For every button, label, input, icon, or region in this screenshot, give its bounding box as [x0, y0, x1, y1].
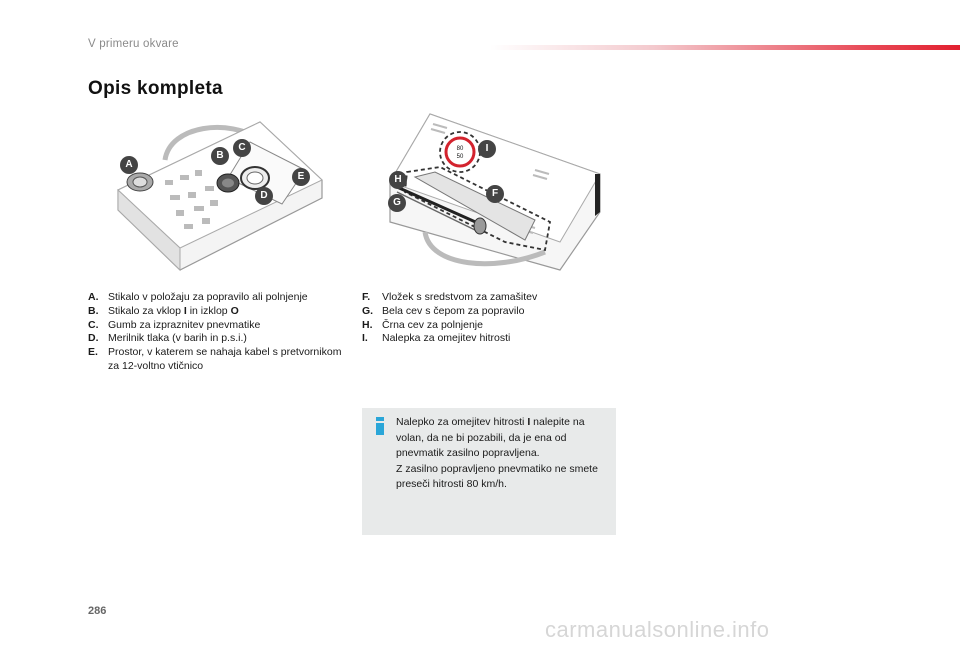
legend-item-i [362, 332, 622, 346]
legend-text: Gumb za izpraznitev pnevmatike [108, 318, 261, 331]
legend-text: Stikalo v položaju za popravilo ali polnjenje [108, 291, 308, 303]
info-note [362, 408, 616, 535]
watermark: carmanualsonline.info [545, 617, 770, 642]
header-accent-bar [490, 45, 960, 50]
sticker-value-80: 80 [456, 146, 464, 152]
kit-illustration-right [385, 112, 610, 272]
legend-key: C. [88, 318, 99, 331]
compressor-kit-drawing [110, 120, 330, 280]
legend-text: Vložek s sredstvom za zamašitev [382, 291, 538, 303]
legend-item-h [362, 319, 622, 333]
legend-item-e [88, 346, 353, 374]
info-bold: I [527, 416, 531, 428]
callout-i: I [478, 140, 496, 158]
info-text-line2: Z zasilno popravljeno pnevmatiko ne smete preseči hitrosti 80 km/h. [396, 462, 598, 490]
callout-h: H [389, 171, 407, 189]
legend-right [362, 291, 622, 346]
callout-c: C [233, 139, 251, 157]
legend-text [108, 305, 353, 319]
legend-left [88, 291, 353, 374]
legend-key: B. [88, 304, 99, 317]
legend-key: E. [88, 346, 98, 359]
info-text [396, 415, 608, 493]
legend-key: F. [362, 291, 371, 303]
legend-key: I. [362, 332, 368, 345]
callout-d: D [255, 187, 273, 205]
legend-text: Nalepka za omejitev hitrosti [382, 332, 511, 345]
legend-text: Črna cev za polnjenje [382, 318, 483, 331]
legend-text: Bela cev s čepom za popravilo [382, 304, 525, 317]
legend-item-g [362, 305, 622, 319]
legend-text: Prostor, v katerem se nahaja kabel s pretvornikom za 12-voltno vtičnico [108, 346, 342, 372]
info-text-part: Nalepko za omejitev hitrosti [396, 416, 528, 428]
legend-item-d [88, 332, 353, 346]
legend-bold-on: I [183, 304, 187, 317]
legend-item-b [88, 305, 353, 319]
callout-f: F [486, 185, 504, 203]
callout-g: G [388, 194, 406, 212]
callout-b: B [211, 147, 229, 165]
legend-item-a [88, 291, 353, 305]
info-text-part: nalepite na volan, da ne bi pozabili, da je ena od pnevmatik zasilno popravljena. [396, 416, 585, 459]
legend-item-c [88, 319, 353, 333]
legend-item-f [362, 291, 622, 305]
legend-key: D. [88, 332, 99, 345]
kit-illustration-left [110, 120, 330, 280]
legend-text-part: in izklop [186, 304, 231, 317]
callout-a: A [120, 156, 138, 174]
callout-e: E [292, 168, 310, 186]
legend-key: A. [88, 291, 99, 303]
legend-key: G. [362, 304, 374, 317]
sticker-value-50: 50 [456, 154, 464, 160]
page-number: 286 [88, 605, 107, 617]
info-icon [375, 417, 385, 435]
legend-text-part: Stikalo za vklop [108, 304, 184, 317]
legend-text: Merilnik tlaka (v barih in p.s.i.) [108, 332, 247, 345]
legend-bold-off: O [230, 304, 239, 317]
page-title: Opis kompleta [88, 78, 223, 99]
section-header: V primeru okvare [88, 38, 179, 50]
legend-key: H. [362, 318, 373, 331]
